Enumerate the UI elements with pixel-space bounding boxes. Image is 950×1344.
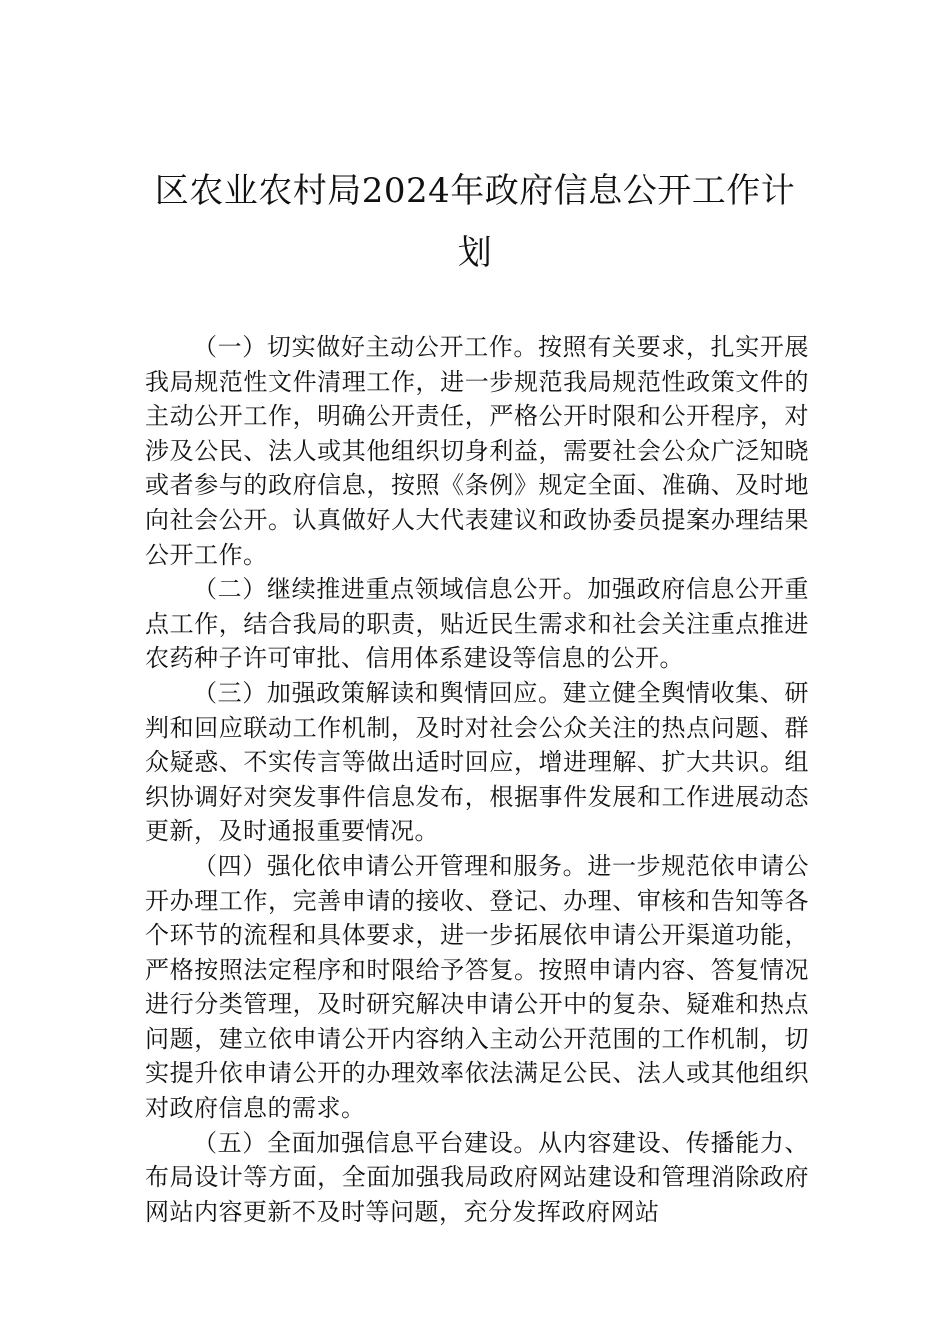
paragraph-3: （三）加强政策解读和舆情回应。建立健全舆情收集、研判和回应联动工作机制，及时对社会公众关注的热点问题、群众疑惑、不实传言等做出适时回应，增进理解、扩大共识。组织协调好对突发事件信息发布，根据事件发展和工作进展动态更新，及时通报重要情况。 xyxy=(145,678,809,846)
paragraph-2: （二）继续推进重点领域信息公开。加强政府信息公开重点工作，结合我局的职责，贴近民生需求和社会关注重点推进农药种子许可审批、信用体系建设等信息的公开。 xyxy=(145,575,809,673)
document-title: 区农业农村局2024年政府信息公开工作计划 xyxy=(154,171,796,273)
paragraph-5: （五）全面加强信息平台建设。从内容建设、传播能力、布局设计等方面，全面加强我局政府网站建设和管理消除政府网站内容更新不及时等问题，充分发挥政府网站 xyxy=(145,1128,809,1226)
paragraph-4: （四）强化依申请公开管理和服务。进一步规范依申请公开办理工作，完善申请的接收、登记、办理、审核和告知等各个环节的流程和具体要求，进一步拓展依申请公开渠道功能，严格按照法定程序和时限给予答复。按照申请内容、答复情况进行分类管理，及时研究解决申请公开中的复杂、疑难和热点问题，建立依申请公开内容纳入主动公开范围的工作机制，切实提升依申请公开的办理效率依法满足公民、法人或其他组织对政府信息的需求。 xyxy=(145,851,809,1123)
document-body xyxy=(145,330,809,1229)
paragraph-1: （一）切实做好主动公开工作。按照有关要求，扎实开展我局规范性文件清理工作，进一步规范我局规范性政策文件的主动公开工作，明确公开责任，严格公开时限和公开程序，对涉及公民、法人或其他组织切身利益，需要社会公众广泛知晓或者参与的政府信息，按照《条例》规定全面、准确、及时地向社会公开。认真做好人大代表建议和政协委员提案办理结果公开工作。 xyxy=(145,333,809,569)
